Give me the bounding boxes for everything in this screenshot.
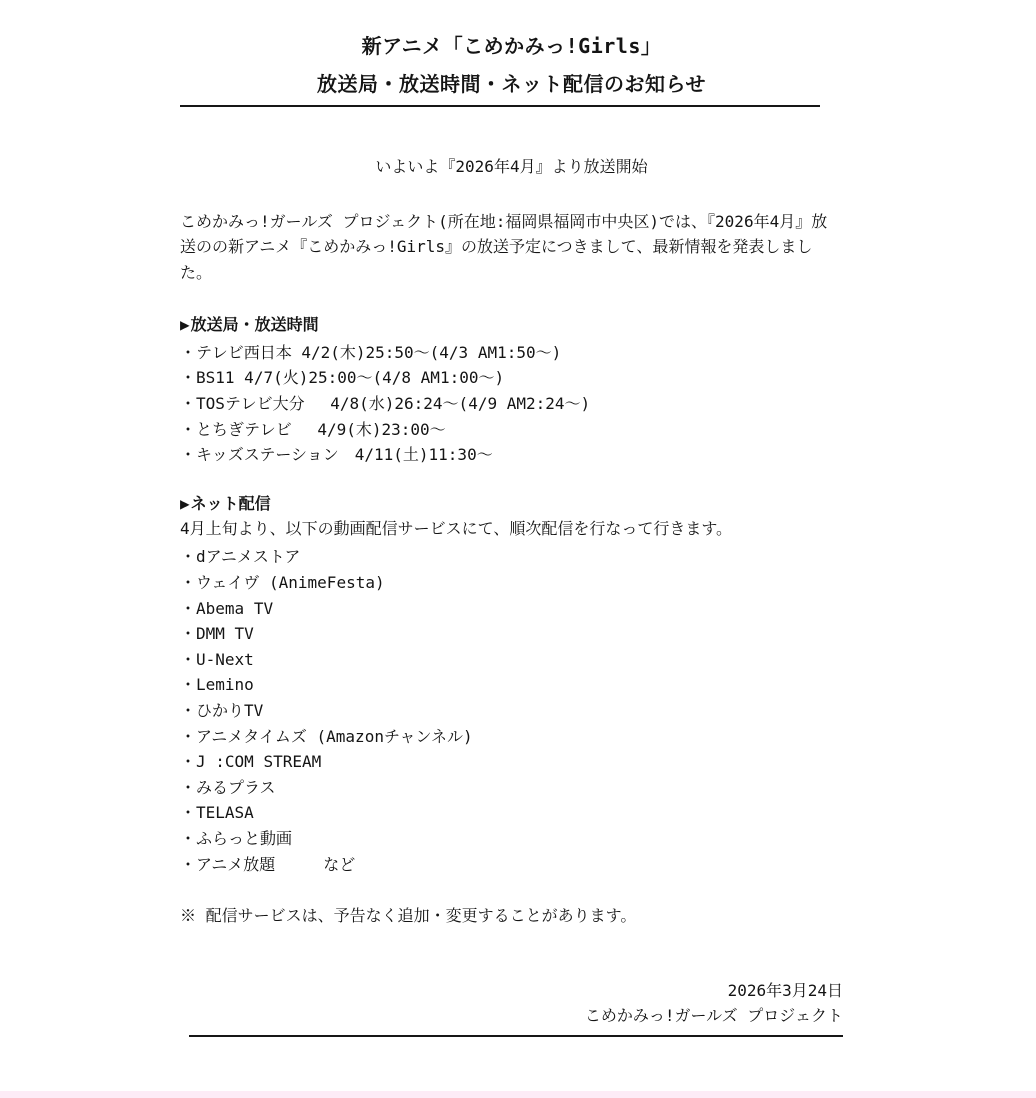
broadcast-item-text: TOSテレビ大分 4/8(水)26:24〜(4/9 AM2:24〜) (196, 394, 591, 414)
streaming-list (180, 544, 843, 877)
streaming-item-text: DMM TV (196, 624, 254, 644)
broadcast-item-text: テレビ西日本 4/2(木)25:50〜(4/3 AM1:50〜) (196, 342, 562, 362)
broadcast-section-heading (180, 312, 843, 337)
broadcast-list-item (180, 340, 843, 366)
footer-divider-rule (189, 1035, 843, 1037)
bullet-icon: ・ (180, 726, 197, 746)
streaming-item-text: dアニメストア (196, 547, 301, 567)
bullet-icon: ・ (180, 701, 197, 721)
streaming-list-item (180, 672, 843, 698)
streaming-item-text: ウェイヴ (AnimeFesta) (196, 573, 385, 593)
streaming-list-item (180, 826, 843, 852)
bullet-icon: ・ (180, 368, 197, 388)
streaming-item-text: アニメタイムズ (Amazonチャンネル) (196, 726, 473, 746)
bullet-icon: ・ (180, 573, 197, 593)
bullet-icon: ・ (180, 394, 197, 414)
broadcast-list-item (180, 417, 843, 443)
bullet-icon: ・ (180, 675, 197, 695)
bullet-icon: ・ (180, 854, 197, 874)
bullet-icon: ・ (180, 803, 197, 823)
footer-organization: こめかみっ!ガールズ プロジェクト (584, 1006, 843, 1026)
broadcast-section (180, 312, 843, 468)
streaming-list-item (180, 749, 843, 775)
bullet-icon: ・ (180, 777, 197, 797)
triangle-marker-icon: ▶ (180, 493, 190, 513)
streaming-heading-label: ネット配信 (190, 493, 271, 513)
bullet-icon: ・ (180, 598, 197, 618)
footer-meta (180, 978, 843, 1029)
note-text: ※ 配信サービスは、予告なく追加・変更することがあります。 (180, 906, 637, 926)
streaming-section-heading (180, 491, 843, 516)
streaming-list-item (180, 544, 843, 570)
streaming-description: 4月上旬より、以下の動画配信サービスにて、順次配信を行なって行きます。 (180, 518, 733, 538)
bullet-icon: ・ (180, 445, 197, 465)
streaming-item-text: U-Next (196, 649, 254, 669)
lead-text: いよいよ『2026年4月』より放送開始 (375, 157, 648, 176)
streaming-section (180, 491, 843, 877)
broadcast-list-item (180, 391, 843, 417)
broadcast-item-text: とちぎテレビ 4/9(木)23:00〜 (196, 419, 446, 439)
title-divider-rule (180, 105, 820, 107)
broadcast-heading-label: 放送局・放送時間 (190, 314, 319, 334)
bullet-icon: ・ (180, 649, 197, 669)
streaming-list-item (180, 800, 843, 826)
footer-date: 2026年3月24日 (727, 980, 843, 1000)
broadcast-list-item (180, 442, 843, 468)
streaming-list-item (180, 621, 843, 647)
page-title-line1: 新アニメ「こめかみっ!Girls」 (361, 34, 662, 58)
streaming-list-item (180, 698, 843, 724)
footer-accent-bar (0, 1091, 1036, 1098)
intro-paragraph: こめかみっ!ガールズ プロジェクト(所在地:福岡県福岡市中央区)では、『2026年4月』放送のの新アニメ『こめかみっ!Girls』の放送予定につきまして、最新情報を発表しました。 (180, 212, 828, 282)
page-title (180, 27, 843, 103)
streaming-list-item (180, 596, 843, 622)
bullet-icon: ・ (180, 419, 197, 439)
streaming-item-text: Abema TV (196, 598, 274, 618)
broadcast-item-text: キッズステーション 4/11(土)11:30〜 (196, 445, 493, 465)
triangle-marker-icon: ▶ (180, 314, 190, 334)
streaming-item-text: みるプラス (196, 777, 276, 797)
bullet-icon: ・ (180, 828, 197, 848)
bullet-icon: ・ (180, 624, 197, 644)
page-title-line2: 放送局・放送時間・ネット配信のお知らせ (317, 72, 706, 96)
streaming-list-item (180, 647, 843, 673)
announcement-document (180, 0, 843, 1037)
broadcast-list-item (180, 365, 843, 391)
bullet-icon: ・ (180, 752, 197, 772)
streaming-list-item (180, 852, 843, 878)
broadcast-item-text: BS11 4/7(火)25:00〜(4/8 AM1:00〜) (196, 368, 505, 388)
bullet-icon: ・ (180, 547, 197, 567)
streaming-list-item (180, 570, 843, 596)
streaming-item-text: J :COM STREAM (196, 752, 322, 772)
streaming-item-text: ひかりTV (196, 701, 264, 721)
broadcast-list (180, 340, 843, 468)
streaming-item-text: ふらっと動画 (196, 828, 293, 848)
streaming-list-item (180, 775, 843, 801)
streaming-item-text: Lemino (196, 675, 254, 695)
bullet-icon: ・ (180, 342, 197, 362)
streaming-item-text: TELASA (196, 803, 254, 823)
streaming-item-text: アニメ放題 など (196, 854, 356, 874)
streaming-list-item (180, 724, 843, 750)
